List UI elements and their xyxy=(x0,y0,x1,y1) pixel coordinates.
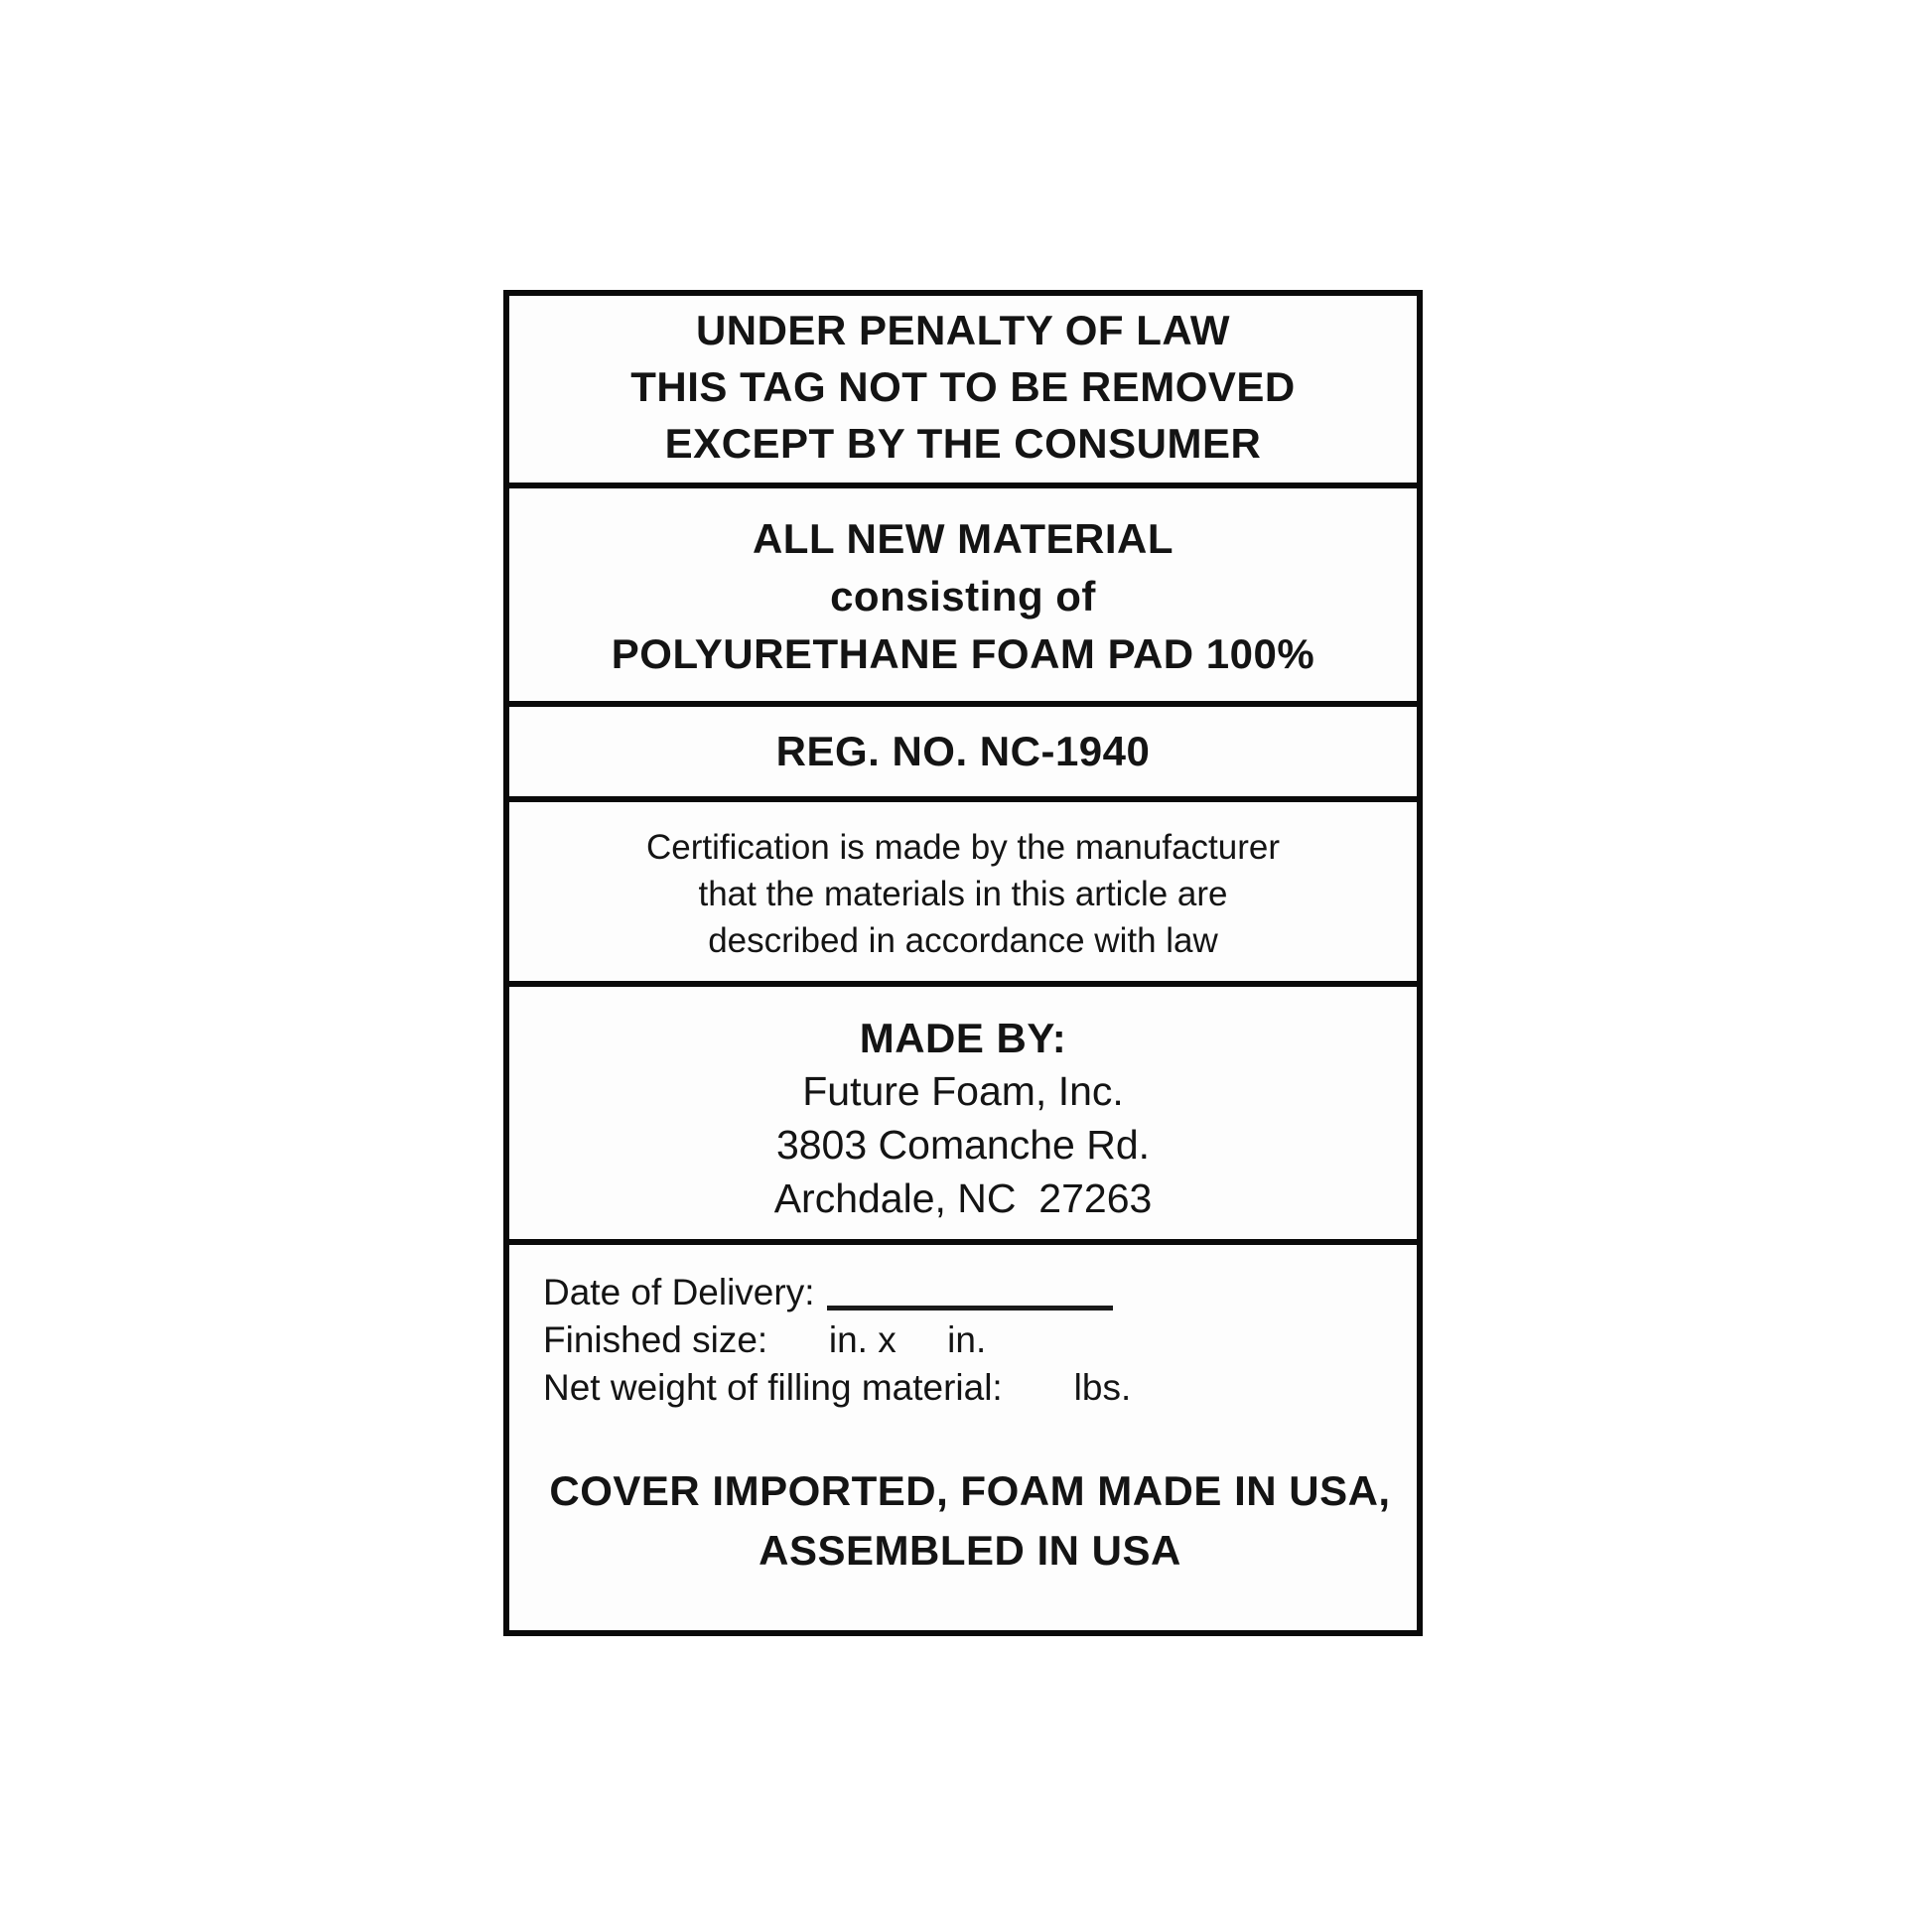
certification-line-1: Certification is made by the manufacturer xyxy=(645,828,1281,867)
date-blank-line xyxy=(827,1276,1113,1311)
manufacturer-street: 3803 Comanche Rd. xyxy=(775,1122,1151,1168)
penalty-section xyxy=(509,296,1417,488)
penalty-line-2: THIS TAG NOT TO BE REMOVED xyxy=(630,363,1296,410)
penalty-line-3: EXCEPT BY THE CONSUMER xyxy=(664,420,1262,467)
finished-size-row: Finished size: in. x in. xyxy=(543,1319,987,1360)
penalty-line-1: UNDER PENALTY OF LAW xyxy=(695,307,1231,353)
material-line-3: POLYURETHANE FOAM PAD 100% xyxy=(611,630,1315,677)
registration-section xyxy=(509,707,1417,802)
manufacturer-city-state-zip: Archdale, NC 27263 xyxy=(773,1175,1153,1221)
date-of-delivery-row xyxy=(543,1269,1397,1316)
date-of-delivery-label: Date of Delivery: xyxy=(543,1272,815,1312)
certification-line-2: that the materials in this article are xyxy=(698,875,1228,913)
origin-line-1: COVER IMPORTED, FOAM MADE IN USA, xyxy=(549,1467,1391,1514)
origin-statement xyxy=(543,1461,1397,1581)
certification-line-3: described in accordance with law xyxy=(708,921,1218,960)
certification-section xyxy=(509,802,1417,987)
net-weight-row: Net weight of filling material: lbs. xyxy=(543,1367,1132,1408)
manufacturer-name: Future Foam, Inc. xyxy=(802,1068,1124,1114)
origin-line-2: ASSEMBLED IN USA xyxy=(759,1527,1181,1574)
law-label-tag xyxy=(503,290,1423,1636)
material-line-2: consisting of xyxy=(830,573,1096,620)
made-by-heading: MADE BY: xyxy=(859,1015,1067,1061)
registration-number: REG. NO. NC-1940 xyxy=(775,728,1151,774)
material-section xyxy=(509,488,1417,707)
details-section xyxy=(509,1245,1417,1630)
made-by-section xyxy=(509,987,1417,1245)
material-line-1: ALL NEW MATERIAL xyxy=(752,515,1174,562)
